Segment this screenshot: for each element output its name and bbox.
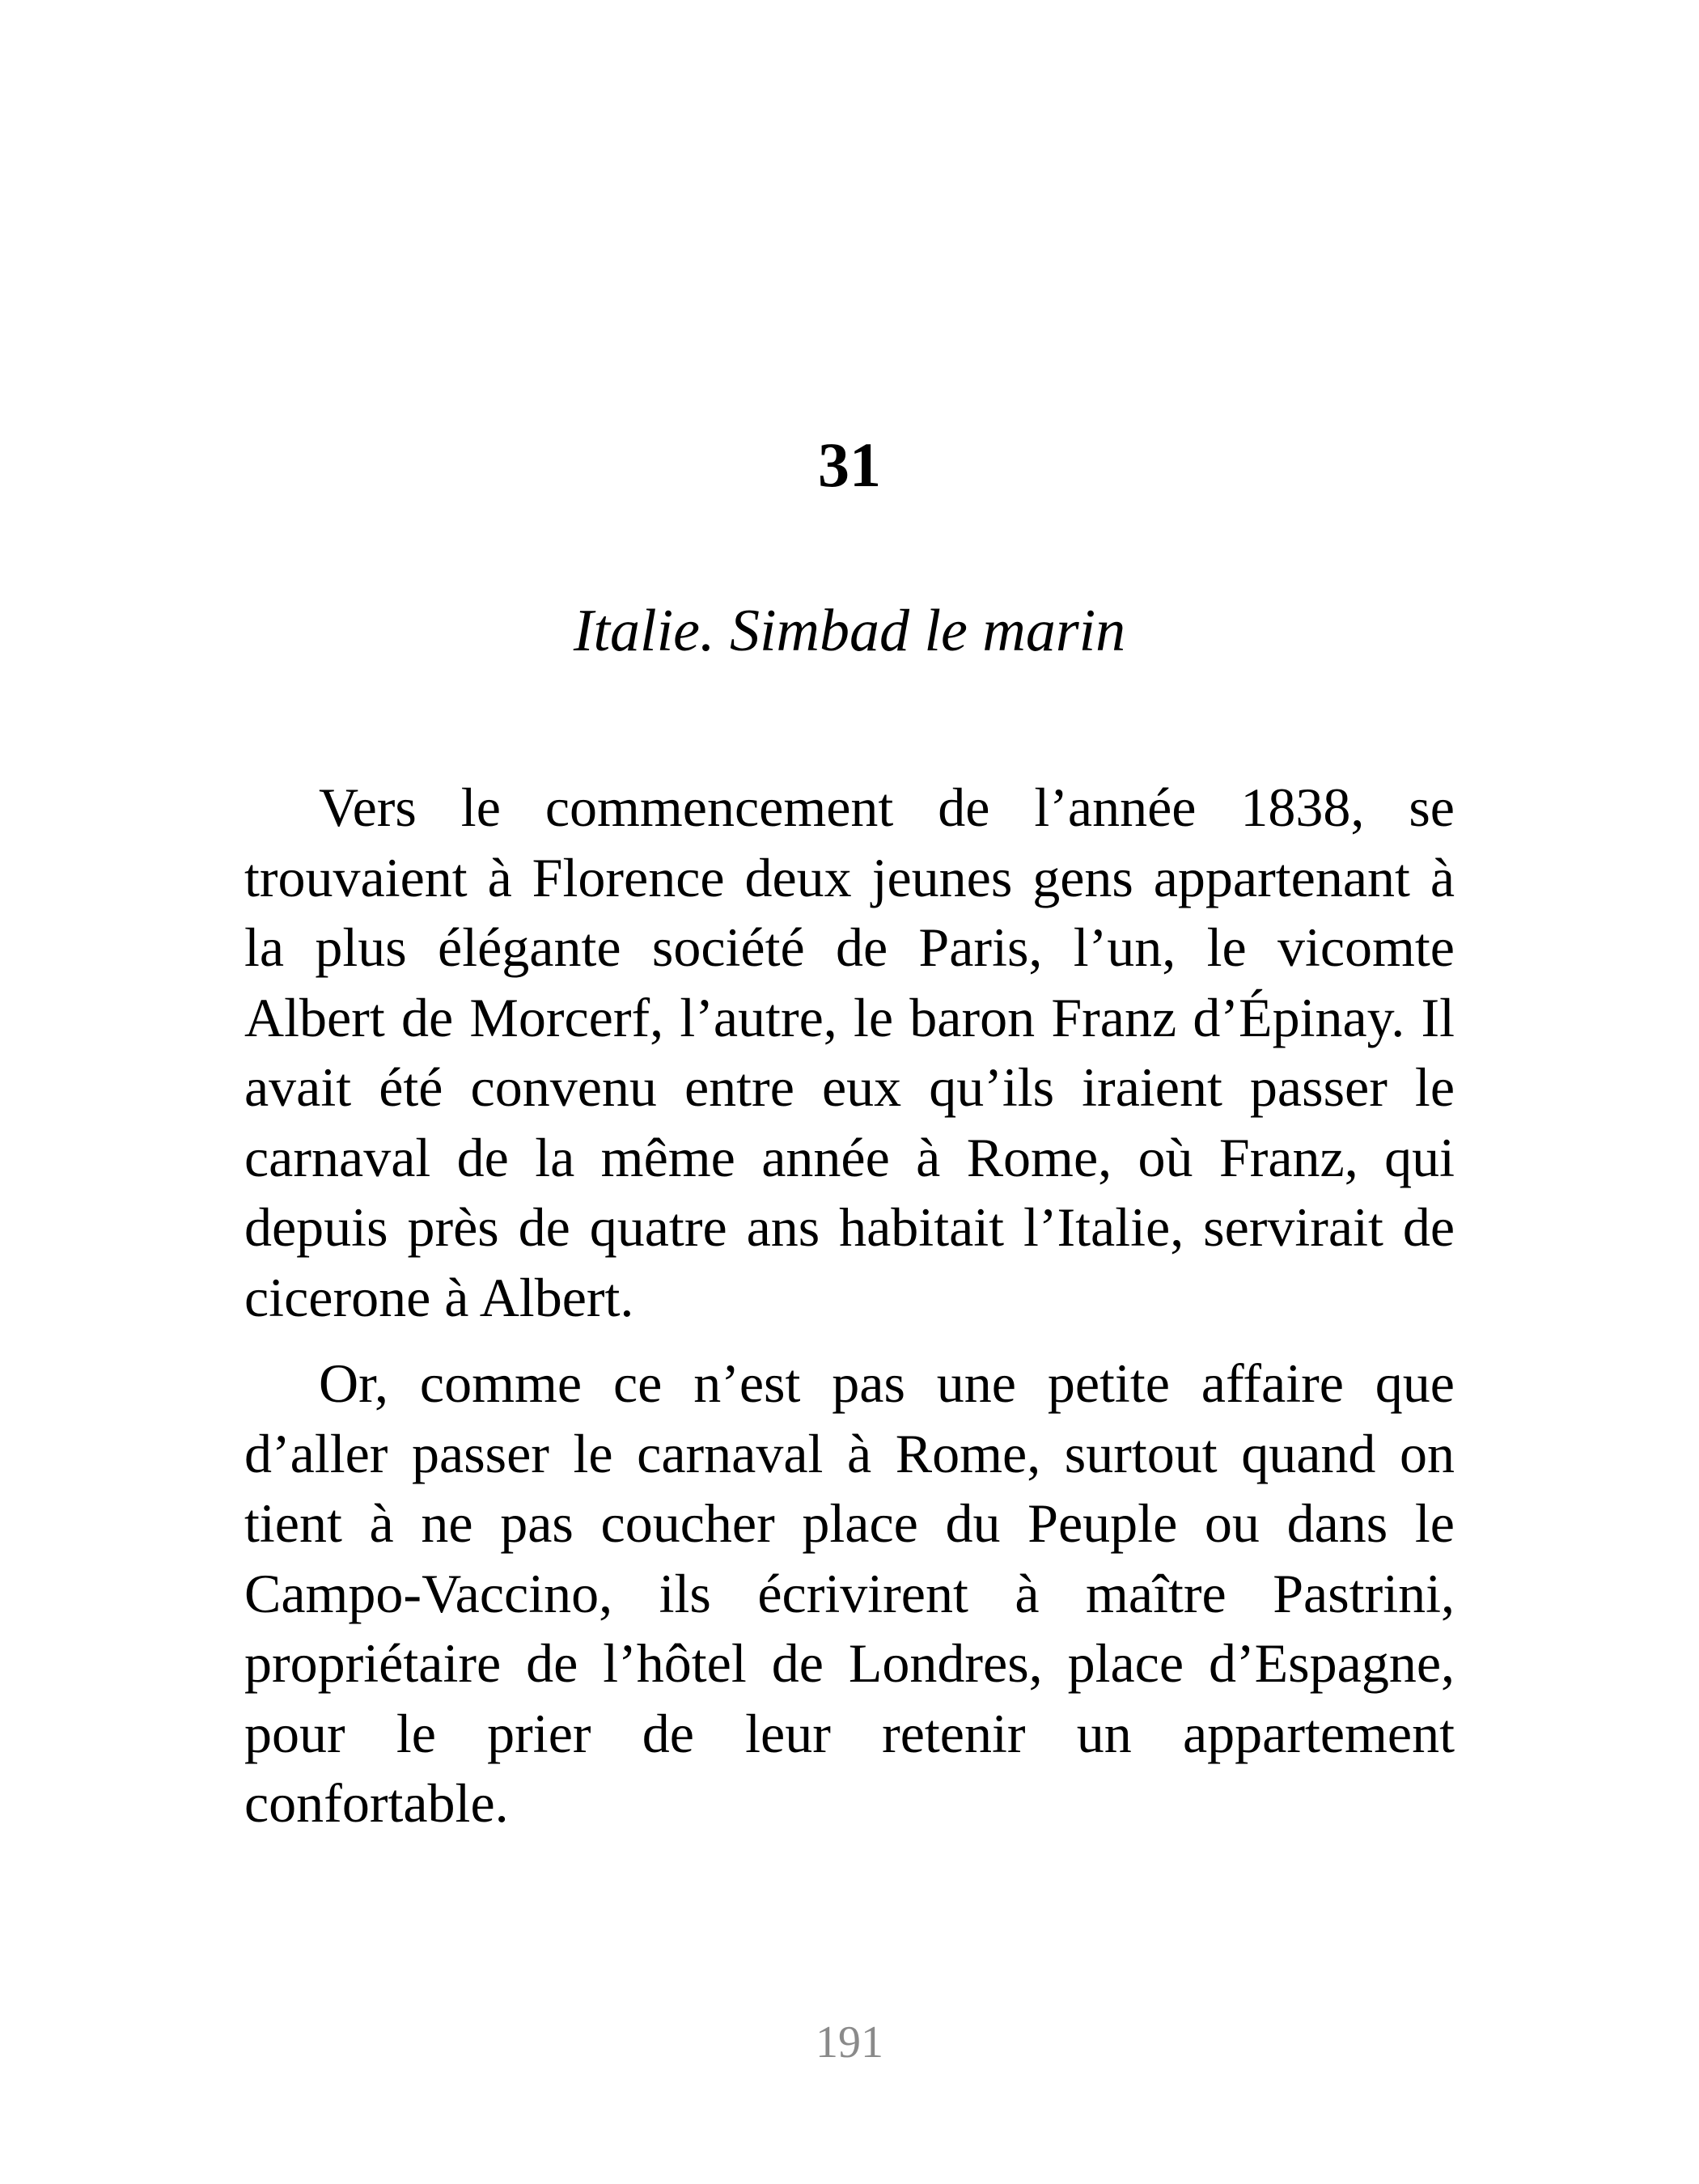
chapter-title: Italie. Simbad le marin xyxy=(573,598,1126,664)
paragraph-2: Or, comme ce n’est pas une petite affaire que d’aller passer le carnaval à Rome, surtout quand on tient à ne pas coucher place du Peuple ou dans le Campo-Vaccino, ils écrivirent à maître Pastrini, propriétaire de l’hôtel de Londres, place d’Espagne, pour le prier de leur retenir un appartement confortable. xyxy=(244,1352,1455,1834)
chapter-number: 31 xyxy=(818,430,881,500)
page-number: 191 xyxy=(816,2017,883,2068)
paragraph-1: Vers le commencement de l’année 1838, se trouvaient à Florence deux jeunes gens appartenant à la plus élégante société de Paris, l’un, le vicomte Albert de Morcerf, l’autre, le baron Franz d’Épinay. Il avait été convenu entre eux qu’ils iraient passer le carnaval de la même année à Rome, où Franz, qui depuis près de quatre ans habitait l’Italie, servirait de cicerone à Albert. xyxy=(244,777,1455,1328)
chapter-body xyxy=(244,772,1455,1855)
